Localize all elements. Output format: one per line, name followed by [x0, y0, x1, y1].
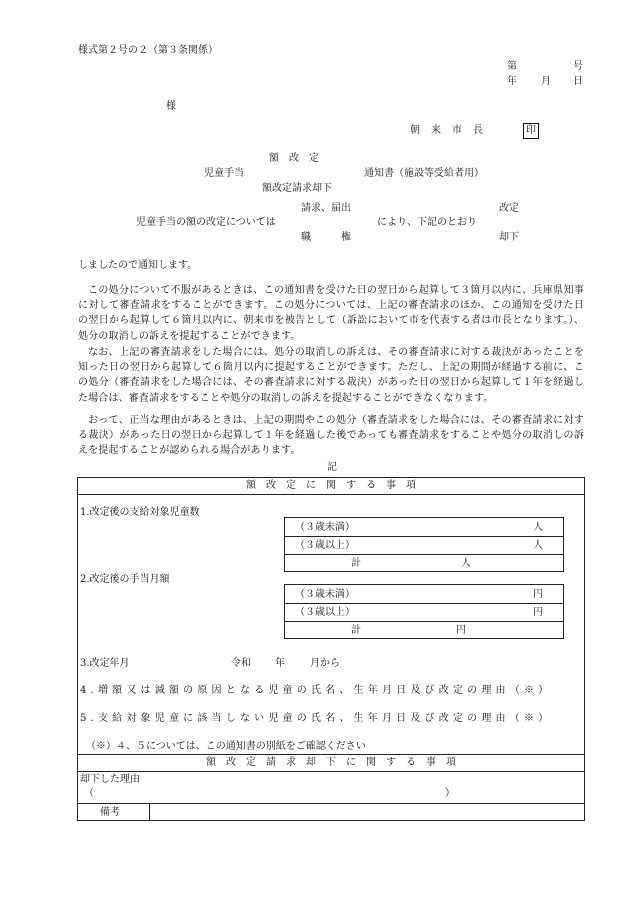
- body-bottom-middle: 職 権: [301, 232, 351, 243]
- item3-month: 月から: [310, 658, 340, 669]
- row-unit: 円: [533, 589, 543, 600]
- total-unit: 人: [461, 558, 471, 569]
- date-day-label: 日: [573, 76, 583, 87]
- total-unit: 円: [456, 625, 466, 636]
- total-label: 計: [351, 625, 361, 636]
- item3-label: 3.改定年月: [80, 658, 130, 669]
- section1-header-divider: [77, 494, 585, 495]
- form-number: 様式第２号の２（第３条関係）: [78, 45, 218, 56]
- item3-year: 年: [275, 658, 285, 669]
- ki-label: 記: [327, 462, 337, 473]
- row-label: （３歳以上）: [295, 540, 355, 551]
- body-top-right: 改定: [499, 203, 519, 214]
- doc-number-dai: 第: [507, 61, 517, 72]
- item1-label: 1.改定後の支給対象児童数: [80, 507, 200, 518]
- rejection-paren-open: （: [84, 788, 94, 799]
- paragraph-otte: おって、正当な理由があるときは、上記の期間やこの処分（審査請求をした場合には、その審査請求に対する裁決）があった日の翌日から起算して１年を経過した後であっても審査請求をすることや処分の取消しの訴えを提起することが認められる場合があります。: [78, 415, 584, 457]
- title-left: 児童手当: [204, 168, 244, 179]
- item5-label: 5.支給対象児童に該当しない児童の氏名、生年月日及び改定の理由（※）: [80, 713, 553, 724]
- date-year-label: 年: [507, 76, 517, 87]
- remarks-label: 備考: [100, 807, 120, 818]
- child-count-box: [284, 517, 564, 572]
- child-count-row-under3: [285, 518, 563, 536]
- title-right: 通知書（施設等受給者用）: [364, 168, 484, 179]
- title-lower: 額改定請求却下: [262, 183, 332, 194]
- row-unit: 人: [533, 540, 543, 551]
- row-label: （３歳未満）: [295, 522, 355, 533]
- item2-label: 2.改定後の手当月額: [80, 574, 170, 585]
- item-note: （※）４、５については、この通知書の別紙をご確認ください: [86, 741, 366, 752]
- child-count-row-over3: [285, 536, 563, 554]
- body-top-middle: 請求、届出: [301, 203, 351, 214]
- issuer-name: 朝 来 市 長: [410, 125, 484, 136]
- total-label: 計: [351, 558, 361, 569]
- section1-header: 額 改 定 に 関 す る 事 項: [246, 480, 416, 491]
- doc-number-go: 号: [573, 61, 583, 72]
- rejection-reason-label: 却下した理由: [80, 774, 140, 785]
- row-unit: 人: [533, 522, 543, 533]
- row-label: （３歳以上）: [295, 607, 355, 618]
- remarks-column-divider: [149, 803, 150, 821]
- body-main-middle: により、下記のとおり: [377, 217, 477, 228]
- section2-header: 額 改 定 請 求 却 下 に 関 す る 事 項: [206, 757, 456, 768]
- section2-top-divider: [77, 754, 585, 755]
- section2-header-divider: [77, 771, 585, 772]
- row-label: （３歳未満）: [295, 589, 355, 600]
- title-upper: 額 改 定: [269, 153, 319, 164]
- body-bottom-right: 却下: [499, 232, 519, 243]
- amount-row-under3: [285, 585, 563, 603]
- body-main-left: 児童手当の額の改定については: [136, 217, 276, 228]
- remarks-divider: [77, 803, 585, 804]
- amount-row-total: [285, 621, 563, 639]
- paragraph-appeal: この処分について不服があるときは、この通知書を受けた日の翌日から起算して３箇月以内に、兵庫県知事に対して審査請求をすることができます。この処分については、上記の審査請求のほか、この通知を受けた日の翌日から起算して６箇月以内に、朝来市を被告として（訴訟において市を代表する者は市長となります。）、処分の取消しの訴えを提起することができます。: [78, 285, 584, 342]
- item4-label: 4.増額又は減額の原因となる児童の氏名、生年月日及び改定の理由（※）: [80, 685, 553, 696]
- monthly-amount-box: [284, 584, 564, 639]
- seal-mark: 印: [523, 123, 539, 139]
- rejection-paren-close: ）: [445, 788, 455, 799]
- item3-era: 令和: [231, 658, 251, 669]
- child-count-row-total: [285, 554, 563, 572]
- date-month-label: 月: [541, 76, 551, 87]
- notice-line: しましたので通知します。: [78, 260, 198, 271]
- row-unit: 円: [533, 607, 543, 618]
- amount-row-over3: [285, 603, 563, 621]
- recipient-suffix: 様: [166, 101, 176, 112]
- paragraph-nao: なお、上記の審査請求をした場合には、処分の取消しの訴えは、その審査請求に対する裁決があったことを知った日の翌日から起算して６箇月以内に提起することができます。ただし、上記の期間が経過する前に、この処分（審査請求をした場合には、その審査請求に対する裁決）があった日の翌日から起算して１年を経過した場合は、審査請求をすることや処分の取消しの訴えを提起することができなくなります。: [78, 347, 584, 404]
